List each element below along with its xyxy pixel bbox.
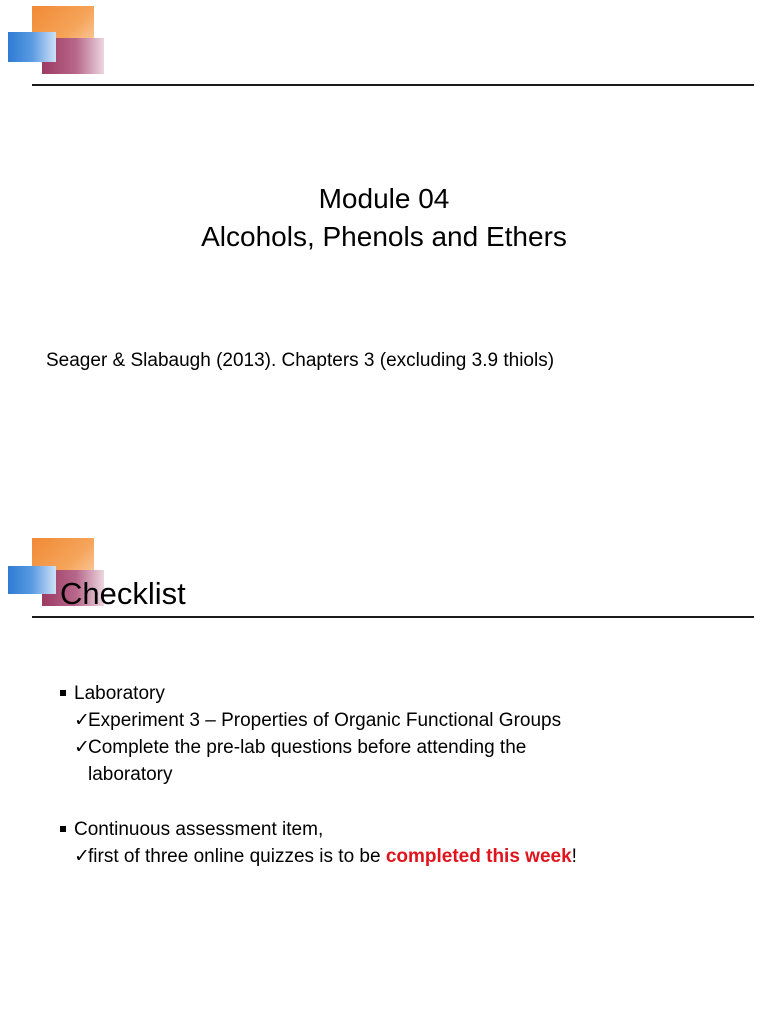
corner-decoration [0,0,110,80]
sub-list-item [60,734,577,761]
checkmark-icon: ✓ [74,846,90,867]
item-label: Continuous assessment item, [74,819,324,840]
checkmark-icon: ✓ [74,737,90,758]
checklist-slide [0,512,768,1024]
checkmark-icon: ✓ [74,710,90,731]
item-label: Laboratory [74,683,165,704]
sub-item-text-end: ! [571,846,577,867]
checklist-items [60,680,577,870]
reading-reference: Seager & Slabaugh (2013). Chapters 3 (excluding 3.9 thiols) [46,350,555,371]
deadline-emphasis: completed this week [385,846,572,867]
blue-block [8,32,56,62]
title-line-topic: Alcohols, Phenols and Ethers [201,221,567,252]
sub-item-text-start: first of three online quizzes is to be [88,846,386,867]
list-item [60,816,577,843]
blue-block [8,566,56,594]
header-divider [32,84,754,86]
sub-item-text: Complete the pre-lab questions before attending the [88,737,527,758]
sub-item-continuation: laboratory [88,764,173,785]
title-line-module: Module 04 [318,183,450,214]
square-bullet-icon [60,826,66,832]
sub-list-item [60,707,577,734]
sub-list-item [60,843,577,870]
sub-item-text: Experiment 3 – Properties of Organic Functional Groups [88,710,562,731]
list-item [60,680,577,707]
square-bullet-icon [60,690,66,696]
slide-title [0,180,768,256]
header-divider [32,616,754,618]
slide-title: Checklist [60,576,186,611]
